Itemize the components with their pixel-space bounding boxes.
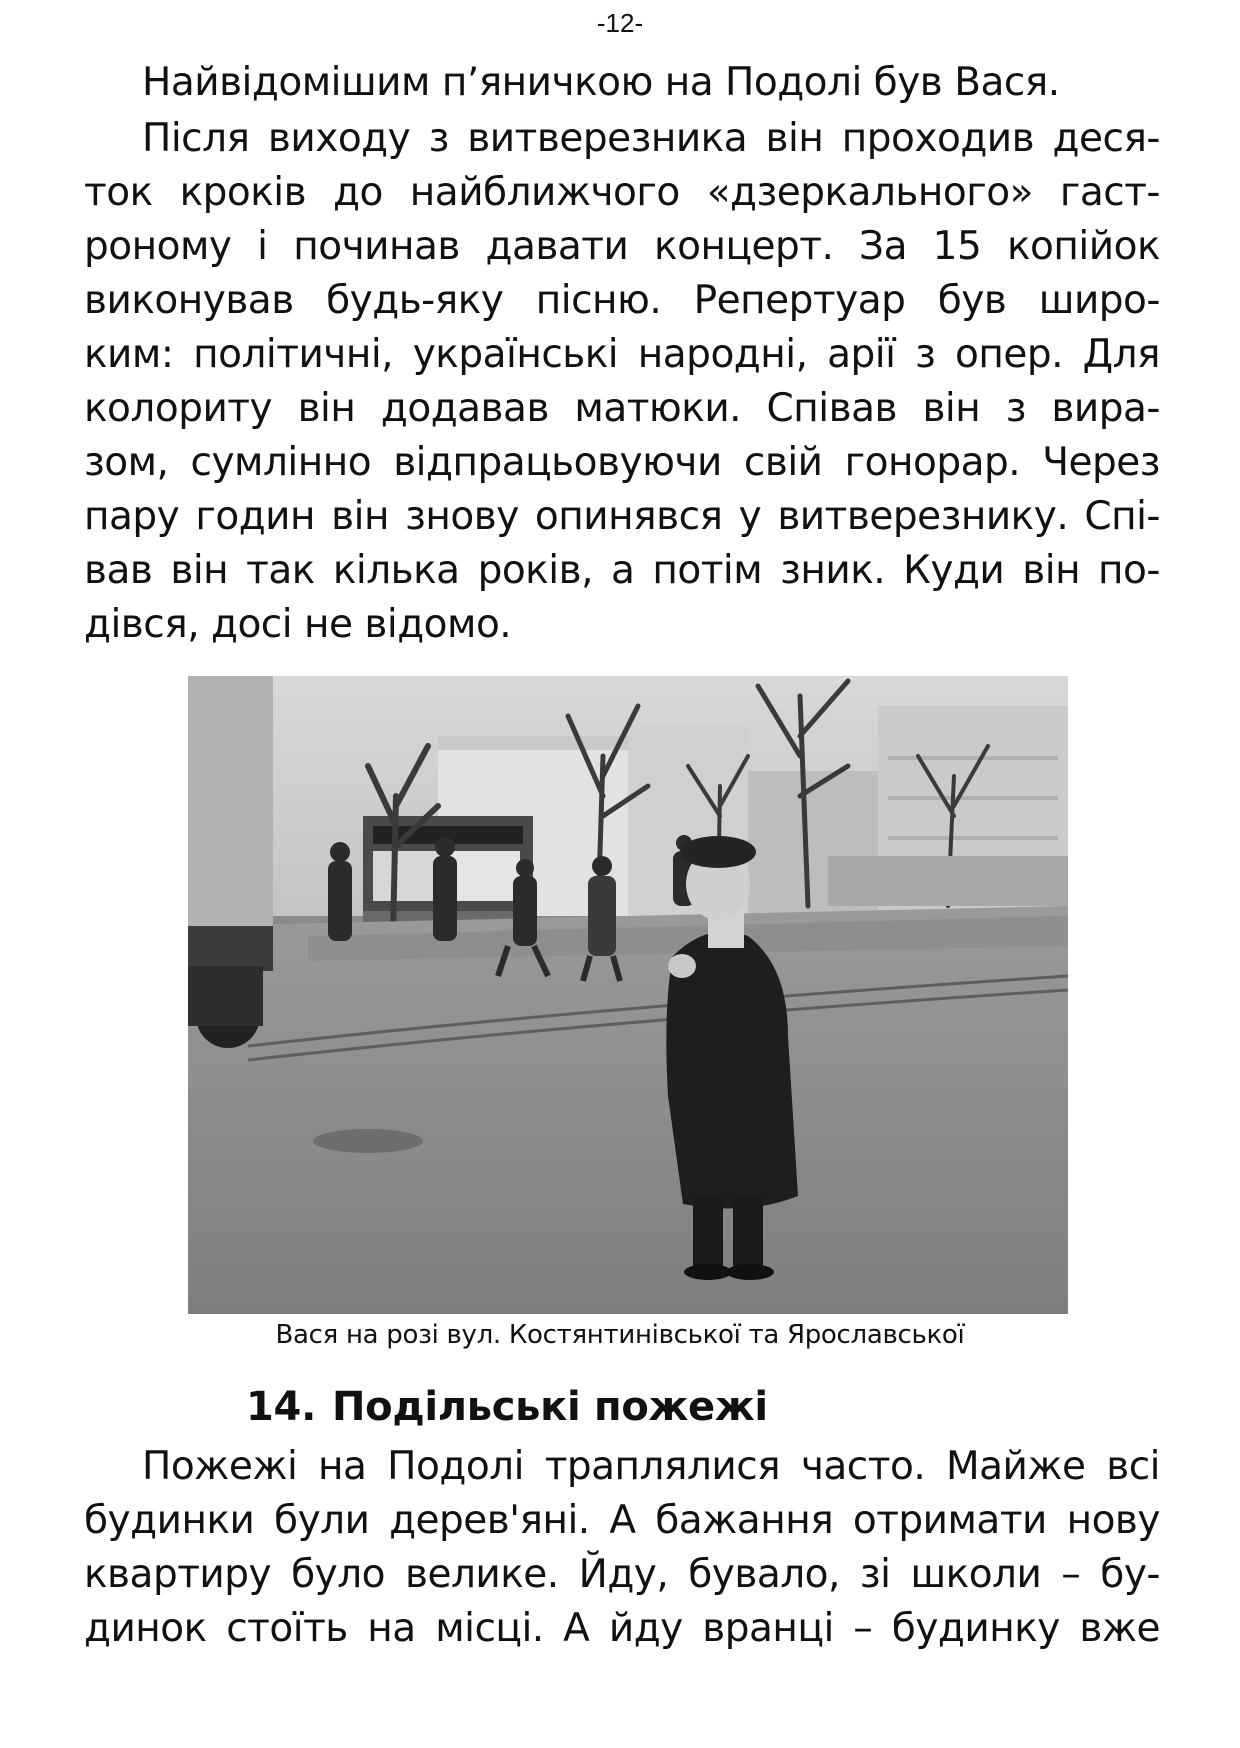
paragraph-line: квартиру було велике. Йду, бувало, зі школи – бу- (84, 1552, 1160, 1597)
paragraph-line: ким: політичні, українські народні, арії з опер. Для (84, 332, 1160, 377)
page-number: -12- (596, 8, 644, 38)
section-title: Подільські пожежі (331, 1384, 768, 1430)
paragraph-line: колориту він додавав матюки. Співав він з вира- (84, 386, 1160, 431)
section-heading (246, 1380, 768, 1434)
paragraph-line: зом, сумлінно відпрацьовуючи свій гонорар. Через (84, 440, 1160, 485)
paragraph-line: виконував будь-яку пісню. Репертуар був широ- (84, 278, 1160, 323)
paragraph-line: Пожежі на Подолі траплялися часто. Майже всі (142, 1444, 1160, 1489)
section-number: 14. (246, 1384, 316, 1430)
paragraph-line: Після виходу з витверезника він проходив деся- (142, 116, 1160, 161)
paragraph-line: дівся, досі не відомо. (84, 602, 512, 647)
paragraph-line: ток кроків до найближчого «дзеркального» гаст- (84, 170, 1160, 215)
paragraph-line: будинки були дерев'яні. А бажання отримати нову (84, 1498, 1160, 1543)
paragraph-line: динок стоїть на місці. А йду вранці – будинку вже (84, 1606, 1160, 1651)
paragraph-line: Найвідомішим п’яничкою на Подолі був Вася. (142, 60, 1060, 105)
photo-caption: Вася на розі вул. Костянтинівської та Ярославської (275, 1320, 965, 1350)
paragraph-line: роному і починав давати концерт. За 15 копійок (84, 224, 1160, 269)
street-photograph (188, 676, 1068, 1314)
paragraph-line: пару годин він знову опинявся у витверезнику. Спі- (84, 494, 1160, 539)
paragraph-line: вав він так кілька років, а потім зник. Куди він по- (84, 548, 1160, 593)
